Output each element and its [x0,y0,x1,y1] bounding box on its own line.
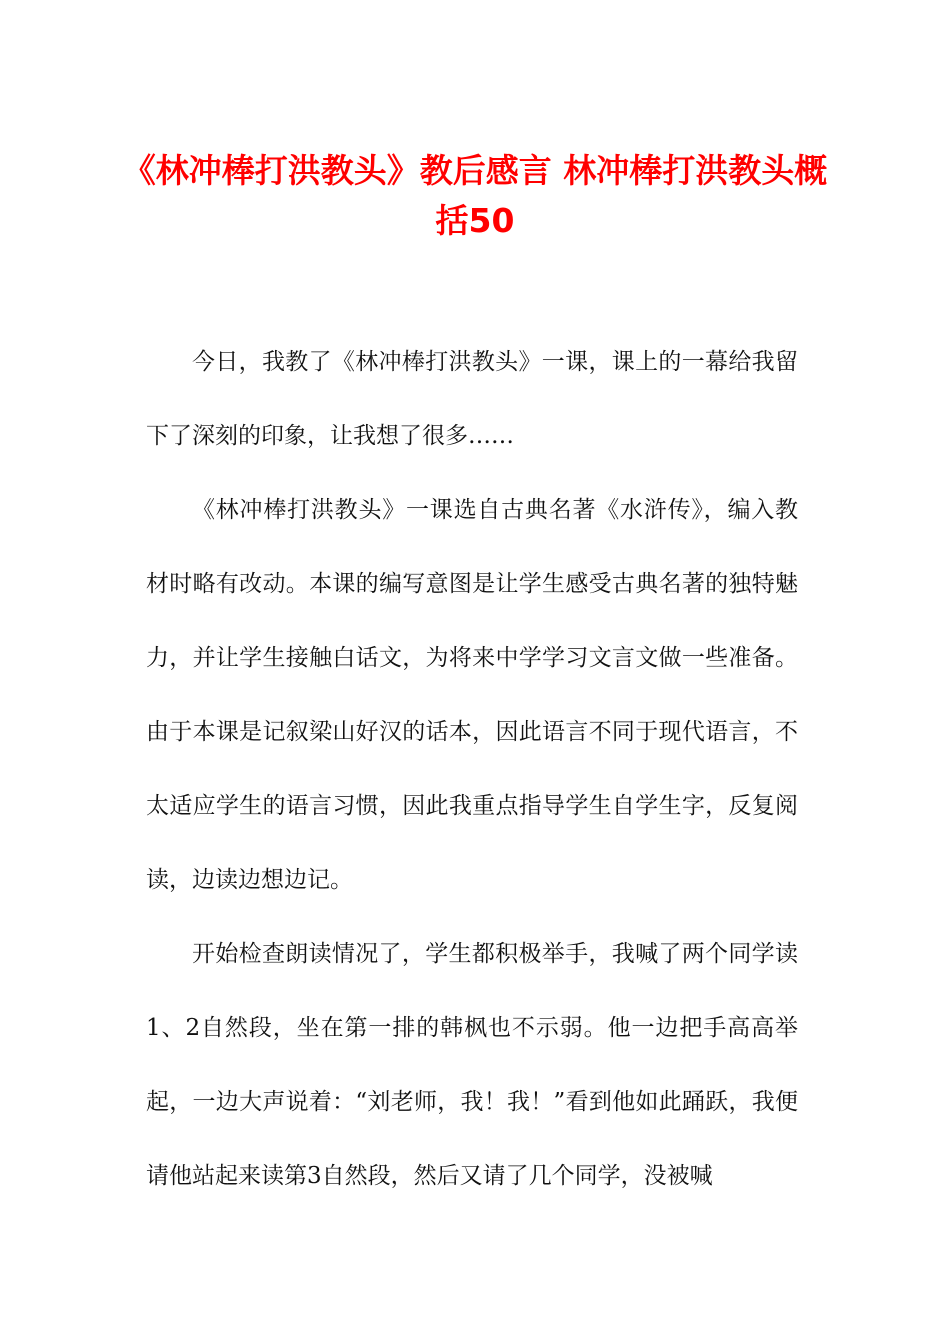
document-title: 《林冲棒打洪教头》教后感言 林冲棒打洪教头概括50 [122,151,828,240]
paragraph-3: 开始检查朗读情况了，学生都积极举手，我喊了两个同学读1、2自然段，坐在第一排的韩枫也不示弱。他一边把手高高举起，一边大声说着：“刘老师，我！我！”看到他如此踊跃，我便请他站起来读第3自然段，然后又请了几个同学，没被喊 [146,941,798,1189]
paragraph-1: 今日，我教了《林冲棒打洪教头》一课，课上的一幕给我留下了深刻的印象，让我想了很多…… [146,349,798,449]
document-body [146,325,798,1213]
paragraph-2: 《林冲棒打洪教头》一课选自古典名著《水浒传》，编入教材时略有改动。本课的编写意图是让学生感受古典名著的独特魅力，并让学生接触白话文，为将来中学学习文言文做一些准备。由于本课是记叙梁山好汉的话本，因此语言不同于现代语言，不太适应学生的语言习惯，因此我重点指导学生自学生字，反复阅读，边读边想边记。 [146,497,798,893]
